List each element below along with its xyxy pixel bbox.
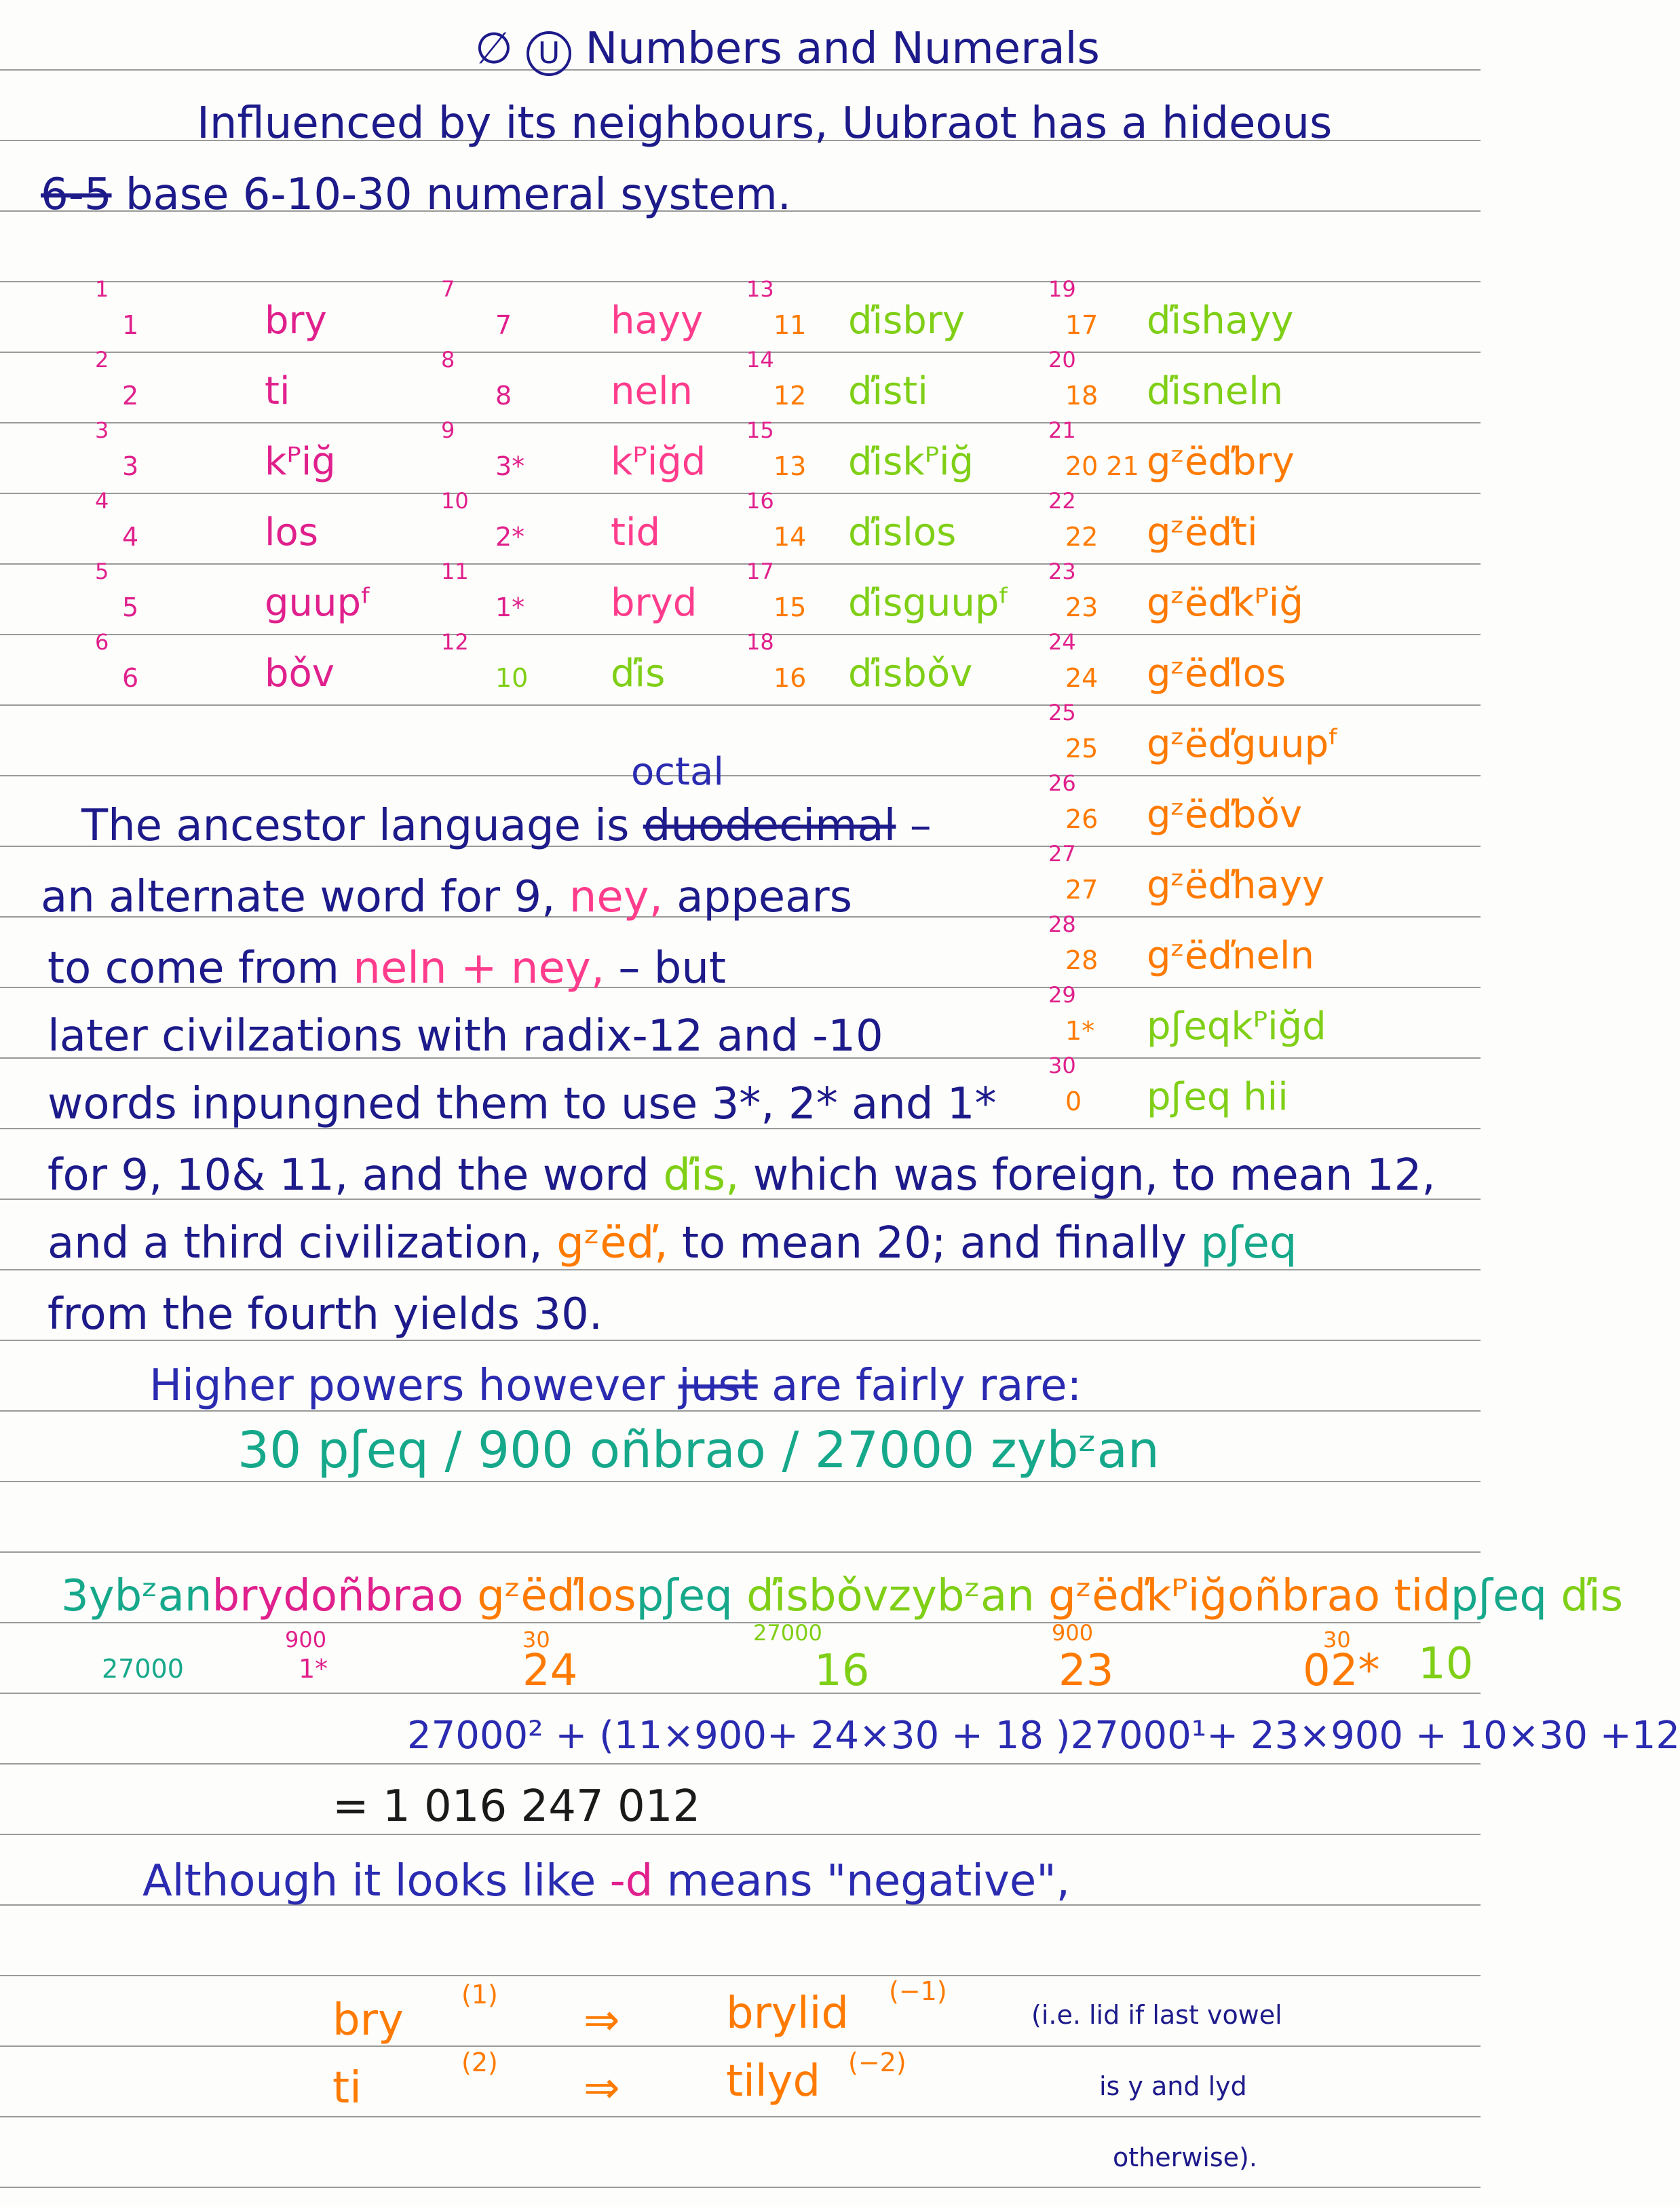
base-numeral: 25: [1065, 734, 1099, 763]
base-numeral: 20 21: [1065, 451, 1139, 481]
ex-value: 30: [522, 1627, 550, 1653]
ex-value: 23: [1058, 1646, 1114, 1696]
ex-word: gᶻëďkᴾiğoñbrao: [1048, 1571, 1380, 1621]
neg-result-1: brylid: [726, 1988, 849, 2039]
text: appears: [676, 872, 852, 922]
base-numeral: 5: [122, 592, 139, 622]
ancestor-line-4: later civilzations with radix-12 and -10: [47, 1011, 883, 1061]
decimal-value: 10: [441, 488, 469, 514]
base-numeral: 13: [774, 451, 807, 481]
ex-value: 900: [1052, 1620, 1094, 1646]
ancestor-line-5: words inpungned them to use 3*, 2* and 1*: [47, 1079, 997, 1129]
numeral-word: ďisneln: [1147, 369, 1284, 413]
numeral-word: ďis: [611, 652, 666, 696]
ancestor-line-8: from the fourth yields 30.: [47, 1289, 603, 1340]
decimal-value: 24: [1048, 629, 1076, 655]
numeral-word: gᶻëďhayy: [1147, 863, 1325, 907]
decimal-value: 21: [1048, 417, 1076, 443]
base-numeral: 17: [1065, 310, 1099, 340]
base-numeral: 7: [495, 310, 512, 340]
decimal-value: 15: [746, 417, 774, 443]
base-numeral: 4: [122, 522, 139, 552]
intro-line-2-text: base 6-10-30 numeral system.: [125, 170, 792, 220]
title-symbol: ∅: [475, 24, 513, 74]
base-numeral: 23: [1065, 592, 1099, 622]
decimal-value: 3: [95, 417, 109, 443]
numeral-word: guupᶠ: [265, 581, 373, 625]
circled-u: U: [527, 31, 571, 76]
decimal-value: 7: [441, 276, 455, 302]
decimal-value: 16: [746, 488, 774, 514]
numeral-word: bry: [265, 299, 327, 343]
numeral-word: tid: [611, 510, 661, 554]
numeral-word: pʃeq hii: [1147, 1075, 1288, 1119]
decimal-value: 8: [441, 347, 455, 373]
base-numeral: 24: [1065, 663, 1099, 693]
base-numeral: 12: [774, 381, 807, 411]
decimal-value: 11: [441, 559, 469, 584]
decimal-value: 27: [1048, 841, 1076, 867]
decimal-value: 14: [746, 347, 774, 373]
base-numeral: 1*: [1065, 1016, 1095, 1046]
ex-value: 02*: [1303, 1646, 1380, 1696]
struck-word: duodecimal: [643, 801, 896, 851]
text: Higher powers however: [149, 1361, 665, 1411]
ancestor-line-3: [47, 943, 726, 994]
pink-phrase: neln + ney,: [353, 943, 605, 994]
text: The ancestor language is: [81, 801, 630, 851]
numeral-word: gᶻëďti: [1147, 510, 1258, 554]
base-numeral: 18: [1065, 381, 1099, 411]
powers-line: 30 pʃeq / 900 oñbrao / 27000 zybᶻan: [237, 1421, 1160, 1479]
ex-word: gᶻëďlos: [477, 1571, 636, 1621]
base-numeral: 15: [774, 592, 807, 622]
numeral-word: ti: [265, 369, 290, 413]
numeral-word: kᴾiğd: [611, 440, 706, 484]
neg-note-2: is y and lyd: [1099, 2071, 1247, 2101]
numeral-word: ďisbǒv: [848, 652, 973, 696]
ex-value: 27000: [102, 1654, 184, 1684]
numeral-word: los: [265, 510, 318, 554]
ex-value: 1*: [299, 1654, 328, 1684]
ex-value: 24: [522, 1646, 578, 1696]
numeral-word: neln: [611, 369, 693, 413]
decimal-value: 20: [1048, 347, 1076, 373]
ex-value: 10: [1418, 1639, 1474, 1689]
text: and a third civilization,: [47, 1218, 543, 1268]
word-ged: gᶻëď,: [556, 1218, 668, 1268]
base-numeral: 2*: [495, 522, 525, 552]
neg-word-2: ti: [332, 2063, 362, 2113]
base-numeral: 11: [774, 310, 807, 340]
numeral-word: gᶻëďbǒv: [1147, 793, 1303, 837]
neg-result-2: tilyd: [726, 2056, 821, 2107]
neg-word-1: bry: [332, 1995, 404, 2045]
base-numeral: 26: [1065, 804, 1099, 834]
numeral-word: ďislos: [848, 510, 957, 554]
ancestor-line-1: [81, 801, 932, 851]
text: for 9, 10& 11, and the word: [47, 1150, 649, 1201]
word-dis: ďis,: [663, 1150, 740, 1201]
ex-value: 30: [1323, 1627, 1351, 1653]
text: to come from: [47, 943, 339, 994]
decimal-value: 1: [95, 276, 109, 302]
ancestor-line-2: [41, 872, 852, 922]
decimal-value: 26: [1048, 770, 1076, 796]
decimal-value: 17: [746, 559, 774, 584]
decimal-value: 28: [1048, 911, 1076, 937]
neg-paren-2: (2): [461, 2048, 498, 2077]
numeral-word: bǒv: [265, 652, 335, 696]
decimal-value: 30: [1048, 1053, 1076, 1078]
text: –: [909, 801, 932, 851]
ex-word: pʃeq: [636, 1571, 733, 1621]
decimal-value: 2: [95, 347, 109, 373]
formula: 27000² + (11×900+ 24×30 + 18 )27000¹+ 23×900 + 10×30 +12: [407, 1714, 1680, 1758]
decimal-value: 18: [746, 629, 774, 655]
text: – but: [618, 943, 726, 994]
base-numeral: 8: [495, 381, 512, 411]
word-ney: ney,: [569, 872, 663, 922]
ex-word: 3ybᶻan: [61, 1571, 212, 1621]
decimal-value: 22: [1048, 488, 1076, 514]
ex-value: 27000: [753, 1620, 822, 1646]
decimal-value: 6: [95, 629, 109, 655]
decimal-value: 29: [1048, 982, 1076, 1008]
intro-strike: 6-5: [41, 170, 112, 220]
base-numeral: 3: [122, 451, 139, 481]
decimal-value: 25: [1048, 700, 1076, 725]
numeral-word: gᶻëďguupᶠ: [1147, 722, 1340, 766]
numeral-word: gᶻëďkᴾiğ: [1147, 581, 1303, 625]
ex-value: 16: [814, 1646, 870, 1696]
intro-line-2: [41, 170, 792, 220]
decimal-value: 9: [441, 417, 455, 443]
decimal-value: 13: [746, 276, 774, 302]
numeral-word: ďisti: [848, 369, 928, 413]
decimal-value: 19: [1048, 276, 1076, 302]
text: means "negative",: [666, 1856, 1070, 1906]
numeral-word: bryd: [611, 581, 698, 625]
title-text: Numbers and Numerals: [585, 24, 1100, 74]
numeral-word: gᶻëďlos: [1147, 652, 1286, 696]
base-numeral: 1*: [495, 592, 525, 622]
numeral-word: ďishayy: [1147, 299, 1294, 343]
ancestor-line-6: [47, 1150, 1436, 1201]
base-numeral: 0: [1065, 1087, 1082, 1116]
base-numeral: 22: [1065, 522, 1099, 552]
ancestor-line-7: [47, 1218, 1297, 1268]
struck-word: just: [678, 1361, 758, 1411]
text: an alternate word for 9,: [41, 872, 556, 922]
numeral-word: hayy: [611, 299, 704, 343]
higher-powers-line: [149, 1361, 1082, 1411]
ex-word: pʃeq: [1450, 1571, 1547, 1621]
page-title: [475, 24, 1100, 76]
base-numeral: 6: [122, 663, 139, 693]
base-numeral: 3*: [495, 451, 525, 481]
suffix-d: -d: [609, 1856, 653, 1906]
numeral-word: pʃeqkᴾiğd: [1147, 1004, 1326, 1049]
arrow-1: ⇒: [584, 1995, 620, 2045]
decimal-value: 4: [95, 488, 109, 514]
ex-word: ďis: [1561, 1571, 1624, 1621]
base-numeral: 2: [122, 381, 139, 411]
base-numeral: 14: [774, 522, 807, 552]
numeral-word: kᴾiğ: [265, 440, 336, 484]
base-numeral: 10: [495, 663, 529, 693]
octal-note: octal: [631, 750, 724, 794]
numeral-word: ďisbry: [848, 299, 965, 343]
result: = 1 016 247 012: [332, 1781, 701, 1832]
neg-result-paren-1: (−1): [889, 1976, 947, 2006]
ex-word: brydoñbrao: [212, 1571, 463, 1621]
ex-word: ďisbǒvzybᶻan: [746, 1571, 1035, 1621]
numeral-word: ďisguupᶠ: [848, 581, 1010, 625]
although-line: [142, 1856, 1070, 1906]
word-pseq: pʃeq: [1200, 1218, 1297, 1268]
base-numeral: 1: [122, 310, 139, 340]
neg-note-3: otherwise).: [1113, 2143, 1257, 2172]
base-numeral: 27: [1065, 875, 1099, 905]
numeral-word: gᶻëďbry: [1147, 440, 1295, 484]
intro-line-1: Influenced by its neighbours, Uubraot has a hideous: [197, 98, 1333, 149]
neg-paren-1: (1): [461, 1980, 498, 2010]
numeral-word: gᶻëďneln: [1147, 934, 1315, 978]
text: are fairly rare:: [771, 1361, 1082, 1411]
neg-note-1: (i.e. lid if last vowel: [1031, 2000, 1282, 2030]
ex-word: tid: [1394, 1571, 1451, 1621]
decimal-value: 5: [95, 559, 109, 584]
text: which was foreign, to mean 12,: [752, 1150, 1436, 1201]
text: Although it looks like: [142, 1856, 596, 1906]
neg-result-paren-2: (−2): [848, 2048, 906, 2077]
base-numeral: 16: [774, 663, 807, 693]
arrow-2: ⇒: [584, 2063, 620, 2113]
ex-value: 900: [285, 1627, 327, 1653]
decimal-value: 12: [441, 629, 469, 655]
base-numeral: 28: [1065, 945, 1099, 975]
text: to mean 20; and finally: [681, 1218, 1187, 1268]
decimal-value: 23: [1048, 559, 1076, 584]
example-words: [61, 1571, 1624, 1621]
numeral-word: ďiskᴾiğ: [848, 440, 974, 484]
